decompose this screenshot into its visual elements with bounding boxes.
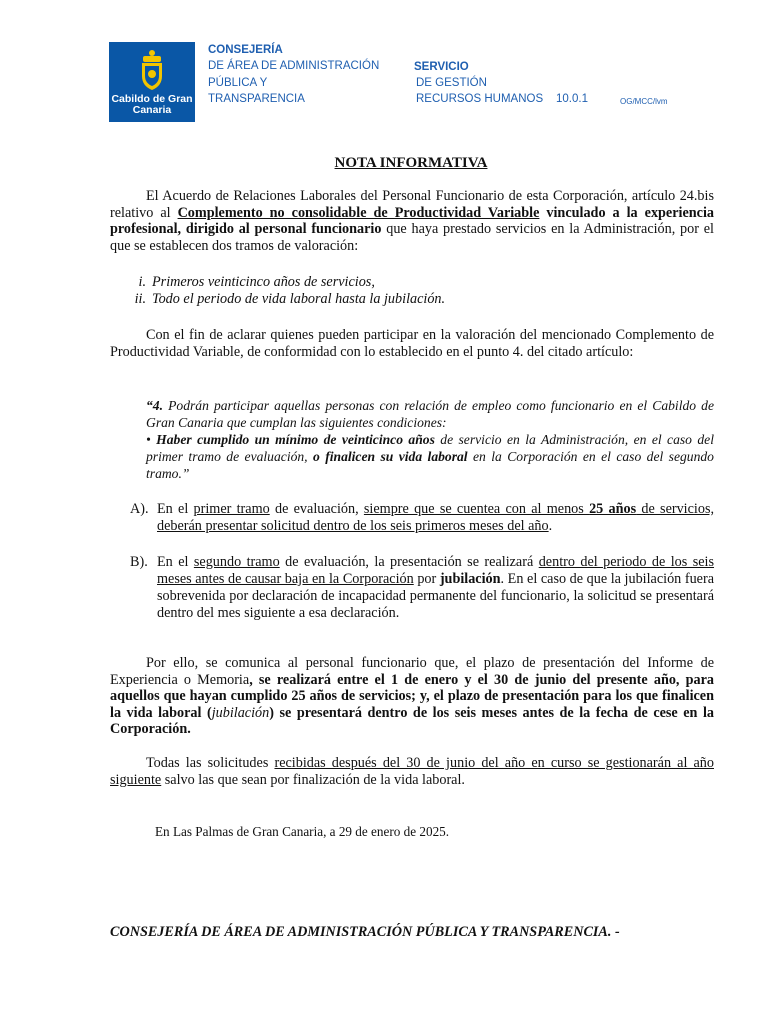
text-run: Por ello, se comunica al personal funcionario que, el plazo de presentación del Informe de Experiencia o Memoria (110, 655, 714, 688)
list-number: ii. (134, 291, 146, 307)
text-run: En el (157, 554, 194, 570)
item-b (130, 554, 714, 622)
applications-paragraph (110, 755, 714, 788)
reference-initials: OG/MCC/lvm (620, 97, 668, 106)
emphasis-run: vinculado a la experiencia profesional, dirigido al personal funcionario (110, 204, 714, 238)
emphasis-run: o finalicen su vida laboral (313, 449, 468, 464)
text-run: de evaluación, (269, 501, 364, 517)
text-run: en la Corporación en el caso del segundo tramo.” (146, 449, 714, 481)
document-code: 10.0.1 (556, 93, 588, 105)
emphasis-run: Haber cumplido un mínimo de veinticinco años (156, 432, 435, 447)
text-run: siempre que se cuentea con al menos (363, 501, 590, 517)
list-item (110, 291, 710, 308)
dept-line-3: PÚBLICA Y (208, 77, 268, 89)
logo-label: Cabildo de Gran Canaria (111, 93, 193, 116)
item-a (130, 501, 714, 535)
text-run: de servicio en la Administración, en el caso del primer tramo de evaluación, (146, 432, 714, 464)
emphasis-run: jubilación (439, 571, 501, 587)
item-text (157, 501, 714, 535)
text-run: por (413, 571, 440, 587)
text-run: Todas las solicitudes (146, 755, 275, 771)
text-run: que haya prestado servicios en la Administración, por el que se establecen dos tramos de valoración: (110, 221, 714, 254)
text-run: . En el caso de que la jubilación fuera sobrevenida por declaración de incapacidad permanente del funcionario, la solicitud se presentará dentro del mes siguiente a esa declaración. (157, 571, 714, 621)
dept-line-4: TRANSPARENCIA (208, 93, 305, 105)
list-number: i. (138, 274, 146, 290)
service-line-1: SERVICIO (414, 61, 469, 73)
underlined-run: primer tramo (193, 501, 270, 517)
text-run: de evaluación, la presentación se realizará (279, 554, 539, 570)
clarification-paragraph: Con el fin de aclarar quienes pueden participar en la valoración del mencionado Complemento de Productividad Variable, de conformidad con lo establecido en el punto 4. del citado artículo: (110, 327, 714, 360)
emphasis-run: , se realizará entre el 1 de enero y el 30 de junio del presente año, para aquellos que hayan cumplido 25 años de servicios; y, el plazo de presentación para los que finalicen la vida laboral ( (110, 671, 715, 721)
list-text: Todo el periodo de vida laboral hasta la jubilación. (152, 291, 446, 307)
intro-paragraph (110, 188, 714, 254)
underlined-run: recibidas después del 30 de junio del año en curso se gestionarán al año siguiente (110, 755, 714, 788)
underlined-run: segundo tramo (193, 554, 280, 570)
list-item (110, 274, 710, 291)
service-line-3: RECURSOS HUMANOS (416, 93, 544, 105)
text-run: Podrán participar aquellas personas con relación de empleo como funcionario en el Cabildo de Gran Canaria que cumplan las siguientes condiciones: (146, 398, 714, 430)
deadline-paragraph (110, 655, 714, 738)
list-text: Primeros veinticinco años de servicios, (152, 274, 375, 290)
text-run: En el (157, 501, 194, 517)
emphasis-run: 25 años (589, 501, 637, 517)
signature-footer: CONSEJERÍA DE ÁREA DE ADMINISTRACIÓN PÚBLICA Y TRANSPARENCIA. - (110, 924, 620, 940)
cabildo-logo (109, 42, 195, 122)
quote-number: “4. (146, 398, 163, 413)
coat-of-arms-icon (137, 48, 167, 92)
article-quote (146, 397, 714, 482)
item-label: B). (130, 554, 148, 570)
date-line: En Las Palmas de Gran Canaria, a 29 de enero de 2025. (155, 824, 450, 839)
bullet: • (146, 432, 157, 447)
dept-line-1: CONSEJERÍA (208, 44, 283, 56)
text-run: de servicios, deberán presentar solicitud dentro de los seis primeros meses del año (157, 501, 715, 534)
item-text (157, 554, 714, 622)
service-line-2: DE GESTIÓN (416, 77, 487, 89)
text-run: El Acuerdo de Relaciones Laborales del Personal Funcionario de esta Corporación, artículo 24.bis relativo al (110, 188, 714, 221)
italic-run: jubilación (211, 704, 270, 721)
item-label: A). (130, 501, 149, 517)
page-title: NOTA INFORMATIVA (334, 155, 488, 171)
dept-line-2: DE ÁREA DE ADMINISTRACIÓN (208, 60, 380, 72)
emphasis-run: ) se presentará dentro de los seis meses antes de la fecha de cese en la Corporación. (110, 704, 714, 738)
emphasis-run: Complemento no consolidable de Productividad Variable (177, 204, 540, 221)
text-run: . (548, 518, 553, 534)
text-run: salvo las que sean por finalización de la vida laboral. (161, 771, 465, 788)
underlined-run: dentro del periodo de los seis meses antes de causar baja en la Corporación (157, 554, 715, 587)
